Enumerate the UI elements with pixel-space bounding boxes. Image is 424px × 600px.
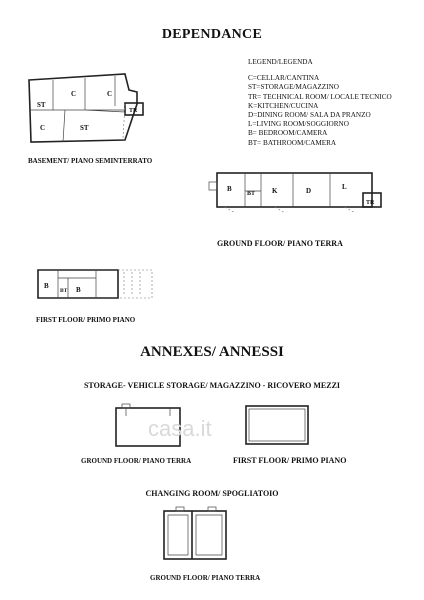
room-label: TR [129,108,138,114]
svg-text:casa.it: casa.it [148,416,212,441]
legend-item: D=DINING ROOM/ SALA DA PRANZO [248,111,371,120]
ground-floor-caption: GROUND FLOOR/ PIANO TERRA [217,239,343,248]
room-label: L [342,183,347,191]
room-label: TR [366,200,375,206]
room-label: B [227,185,232,193]
room-label: B [76,286,81,294]
legend-heading: LEGEND/LEGENDA [248,58,313,66]
room-label: B [44,282,49,290]
legend-item: ST=STORAGE/MAGAZZINO [248,83,339,92]
legend-item: L=LIVING ROOM/SOGGIORNO [248,120,349,129]
legend-item: B= BEDROOM/CAMERA [248,129,328,138]
changing-heading: CHANGING ROOM/ SPOGLIATOIO [145,489,279,498]
room-label: C [107,90,113,98]
room-label: BT [247,191,256,197]
changing-ground-caption: GROUND FLOOR/ PIANO TERRA [150,574,261,582]
legend-item: BT= BATHROOM/CAMERA [248,138,337,147]
page-title: DEPENDANCE [161,27,263,42]
first-floor-caption: FIRST FLOOR/ PRIMO PIANO [36,316,136,324]
storage-heading: STORAGE- VEHICLE STORAGE/ MAGAZZINO - RICOVERO MEZZI [83,381,341,390]
legend-item: TR= TECHNICAL ROOM/ LOCALE TECNICO [248,92,392,101]
ground-floor-plan [205,165,390,215]
room-label: D [306,187,312,195]
room-label: K [272,187,278,195]
room-label: C [71,90,77,98]
room-label: ST [80,124,89,132]
legend-item: C=CELLAR/CANTINA [248,74,320,83]
legend-item: K=KITCHEN/CUCINA [248,101,319,110]
storage-ground-caption: GROUND FLOOR/ PIANO TERRA [81,457,192,465]
room-label: ST [37,101,46,109]
storage-first-caption: FIRST FLOOR/ PRIMO PIANO [233,456,347,465]
room-label: C [40,124,46,132]
first-floor-plan [34,262,164,308]
watermark [120,408,300,448]
legend [248,58,392,148]
room-label: BT [60,288,68,294]
basement-plan [25,70,160,150]
basement-caption: BASEMENT/ PIANO SEMINTERRATO [28,157,153,165]
annexes-title: ANNEXES/ ANNESSI [140,344,284,360]
changing-room-plan [158,505,238,565]
